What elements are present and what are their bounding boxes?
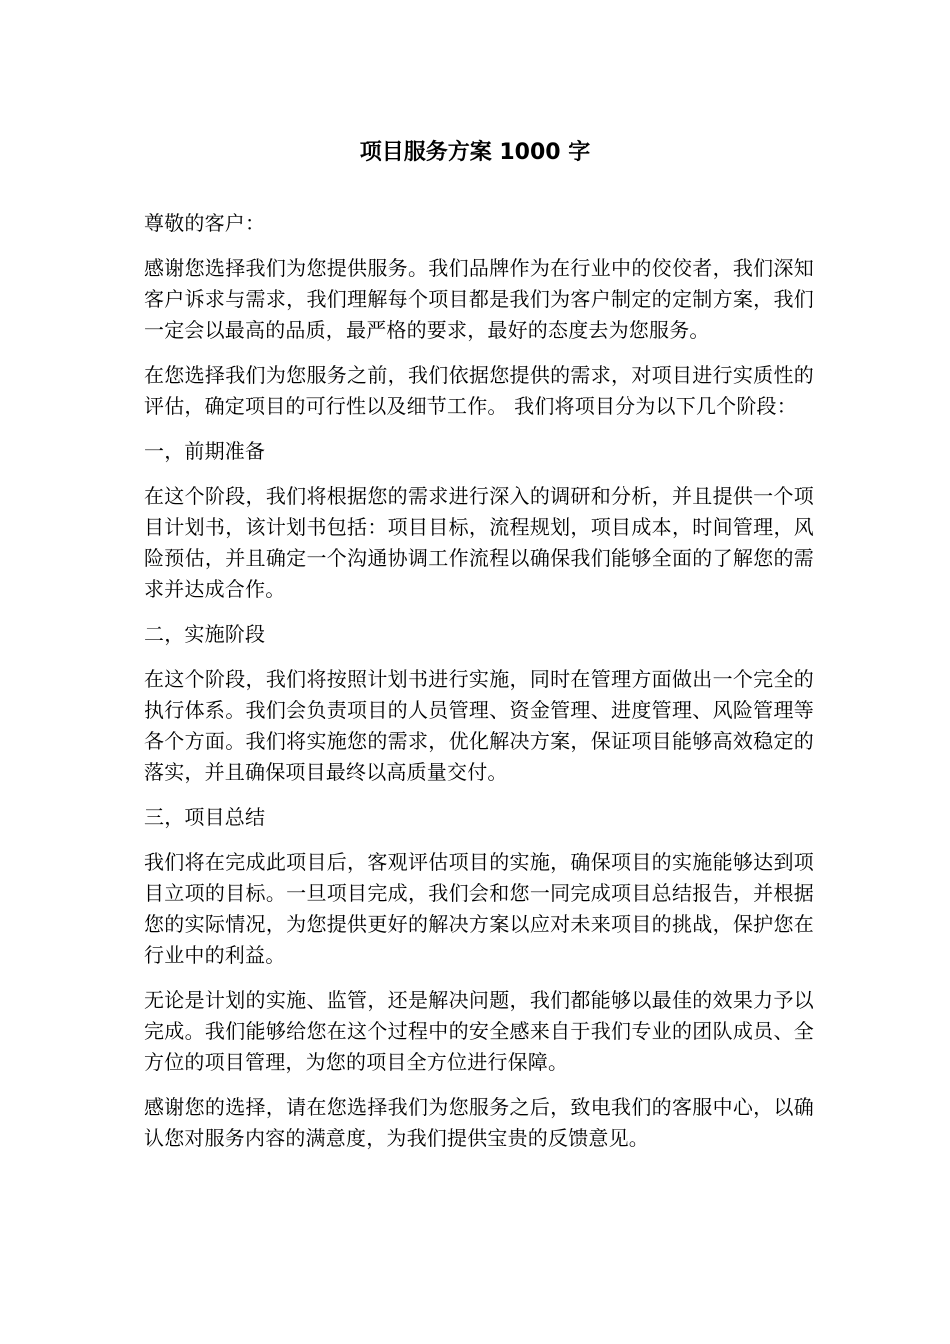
summary-paragraph: 我们将在完成此项目后，客观评估项目的实施，确保项目的实施能够达到项目立项的目标。一旦项目完成，我们会和您一同完成项目总结报告，并根据您的实际情况，为您提供更好的解决方案以应对未来项目的挑战，保护您在行业中的利益。 bbox=[144, 850, 814, 967]
section-heading-preparation: 一，前期准备 bbox=[144, 439, 266, 463]
page-title: 项目服务方案 1000 字 bbox=[359, 140, 591, 165]
section-heading-implementation: 二，实施阶段 bbox=[144, 622, 266, 646]
implementation-paragraph: 在这个阶段，我们将按照计划书进行实施，同时在管理方面做出一个完全的执行体系。我们会负责项目的人员管理、资金管理、进度管理、风险管理等各个方面。我们将实施您的需求，优化解决方案，保证项目能够高效稳定的落实，并且确保项目最终以高质量交付。 bbox=[144, 667, 814, 784]
evaluation-paragraph: 在您选择我们为您服务之前，我们依据您提供的需求，对项目进行实质性的评估，确定项目的可行性以及细节工作。 我们将项目分为以下几个阶段： bbox=[144, 363, 814, 418]
assurance-paragraph: 无论是计划的实施、监管，还是解决问题，我们都能够以最佳的效果力予以完成。我们能够给您在这个过程中的安全感来自于我们专业的团队成员、全方位的项目管理，为您的项目全方位进行保障。 bbox=[144, 988, 814, 1074]
document-body bbox=[144, 208, 814, 1168]
closing-paragraph: 感谢您的选择，请在您选择我们为您服务之后，致电我们的客服中心，以确认您对服务内容的满意度，为我们提供宝贵的反馈意见。 bbox=[144, 1095, 814, 1150]
intro-paragraph: 感谢您选择我们为您提供服务。我们品牌作为在行业中的佼佼者，我们深知客户诉求与需求，我们理解每个项目都是我们为客户制定的定制方案，我们一定会以最高的品质，最严格的要求，最好的态度去为您服务。 bbox=[144, 256, 814, 342]
section-heading-summary: 三，项目总结 bbox=[144, 805, 266, 829]
salutation: 尊敬的客户： bbox=[144, 211, 266, 235]
preparation-paragraph: 在这个阶段，我们将根据您的需求进行深入的调研和分析，并且提供一个项目计划书，该计划书包括：项目目标，流程规划，项目成本，时间管理，风险预估，并且确定一个沟通协调工作流程以确保我们能够全面的了解您的需求并达成合作。 bbox=[144, 484, 814, 601]
